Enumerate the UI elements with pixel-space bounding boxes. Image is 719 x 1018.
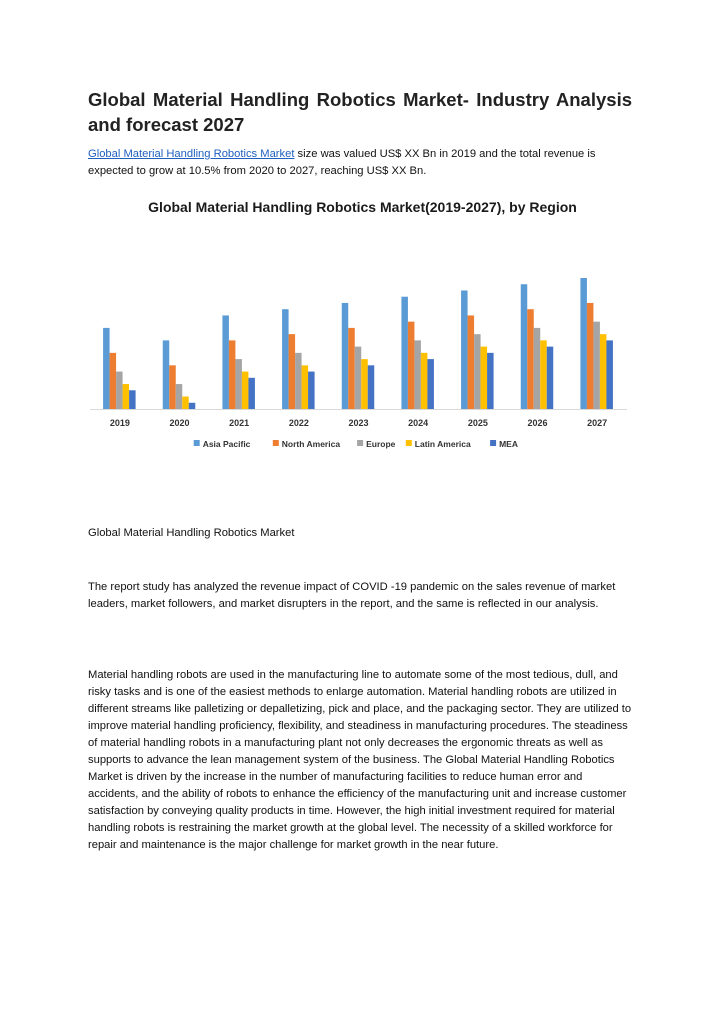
bar-europe-2021 bbox=[235, 359, 242, 409]
bar-latin-america-2022 bbox=[302, 365, 309, 409]
bar-europe-2026 bbox=[534, 328, 541, 409]
bar-north-america-2027 bbox=[587, 303, 594, 409]
bar-europe-2020 bbox=[176, 384, 183, 409]
bar-latin-america-2024 bbox=[421, 353, 428, 409]
bar-asia-pacific-2020 bbox=[163, 340, 170, 409]
x-tick-label: 2025 bbox=[467, 418, 488, 428]
bar-asia-pacific-2019 bbox=[103, 328, 110, 409]
bar-asia-pacific-2026 bbox=[521, 284, 528, 409]
x-tick-label: 2020 bbox=[169, 418, 190, 428]
legend-swatch bbox=[273, 440, 279, 446]
x-tick-label: 2021 bbox=[229, 418, 250, 428]
bar-europe-2023 bbox=[355, 347, 362, 409]
bar-latin-america-2026 bbox=[540, 340, 547, 409]
bar-mea-2026 bbox=[547, 347, 554, 409]
bar-north-america-2020 bbox=[169, 365, 176, 409]
legend-label: Asia Pacific bbox=[202, 439, 251, 449]
legend-swatch bbox=[194, 440, 200, 446]
bar-north-america-2021 bbox=[229, 340, 236, 409]
bar-asia-pacific-2021 bbox=[222, 315, 229, 409]
legend-swatch bbox=[357, 440, 363, 446]
legend-label: MEA bbox=[499, 439, 518, 449]
bar-asia-pacific-2022 bbox=[282, 309, 289, 409]
bar-mea-2022 bbox=[308, 372, 315, 409]
legend-swatch bbox=[406, 440, 412, 446]
bar-europe-2027 bbox=[593, 322, 600, 409]
bar-europe-2024 bbox=[414, 340, 421, 409]
bar-north-america-2025 bbox=[468, 315, 475, 409]
bar-latin-america-2021 bbox=[242, 372, 249, 409]
bar-asia-pacific-2023 bbox=[342, 303, 349, 409]
bar-north-america-2026 bbox=[527, 309, 534, 409]
bar-mea-2025 bbox=[487, 353, 494, 409]
chart-title: Global Material Handling Robotics Market(2019-2027), by Region bbox=[148, 199, 577, 215]
bar-chart bbox=[90, 190, 635, 465]
bar-latin-america-2027 bbox=[600, 334, 607, 409]
bar-mea-2027 bbox=[606, 340, 613, 409]
bar-mea-2020 bbox=[189, 403, 196, 409]
bar-mea-2024 bbox=[427, 359, 434, 409]
legend-label: Latin America bbox=[414, 439, 471, 449]
intro-text: size was valued US$ XX Bn in 2019 and the total revenue is expected to grow at 10.5% from 2020 to 2027, reaching US$ XX Bn. bbox=[88, 148, 596, 177]
legend-label: North America bbox=[281, 439, 341, 449]
image-caption: Global Material Handling Robotics Market bbox=[88, 527, 295, 539]
bar-mea-2019 bbox=[129, 390, 136, 409]
bar-mea-2021 bbox=[248, 378, 255, 409]
bar-north-america-2023 bbox=[348, 328, 355, 409]
bar-latin-america-2025 bbox=[481, 347, 488, 409]
body-paragraph: Material handling robots are used in the manufacturing line to automate some of the most tedious, dull, and risky tasks and is one of the easiest methods to enlarge automation. Material handling robots are utilized in different streams like palletizing or depalletizing, pick and place, and the packaging sector. They are utilized to improve material handling proficiency, flexibility, and steadiness in manufacturing procedures. The steadiness of material handling robots in a manufacturing plant not only decreases the ergonomic threats as well as supports to advance the lean management system of the business. The Global Material Handling Robotics Market is driven by the increase in the number of manufacturing facilities to reduce human error and accidents, and the ability of robots to enhance the efficiency of the manufacturing unit and increase customer satisfaction by conveying quality products in time. However, the high initial investment required for material handling robots is restraining the market growth at the global level. The necessity of a skilled workforce for repair and maintenance is the major challenge for market growth in the near future. bbox=[88, 669, 632, 851]
intro-paragraph bbox=[88, 146, 633, 180]
bar-latin-america-2019 bbox=[123, 384, 130, 409]
bar-europe-2025 bbox=[474, 334, 481, 409]
bar-asia-pacific-2025 bbox=[461, 290, 468, 409]
bar-europe-2019 bbox=[116, 372, 123, 409]
x-tick-label: 2026 bbox=[527, 418, 548, 428]
document-title: Global Material Handling Robotics Market- Industry Analysis and forecast 2027 bbox=[88, 89, 632, 135]
chart-image bbox=[90, 190, 635, 465]
x-tick-label: 2022 bbox=[288, 418, 309, 428]
legend-label: Europe bbox=[366, 439, 396, 449]
x-tick-label: 2024 bbox=[408, 418, 429, 428]
covid-paragraph: The report study has analyzed the revenue impact of COVID -19 pandemic on the sales revenue of market leaders, market followers, and market disrupters in the report, and the same is reflected in our analysis. bbox=[88, 581, 616, 610]
bar-mea-2023 bbox=[368, 365, 375, 409]
x-tick-label: 2023 bbox=[348, 418, 369, 428]
bar-europe-2022 bbox=[295, 353, 302, 409]
bar-latin-america-2020 bbox=[182, 397, 189, 409]
x-tick-label: 2027 bbox=[587, 418, 608, 428]
x-tick-label: 2019 bbox=[109, 418, 130, 428]
legend-swatch bbox=[490, 440, 496, 446]
bar-asia-pacific-2024 bbox=[401, 297, 408, 409]
bar-latin-america-2023 bbox=[361, 359, 368, 409]
bar-north-america-2019 bbox=[110, 353, 117, 409]
bar-asia-pacific-2027 bbox=[580, 278, 587, 409]
bar-north-america-2024 bbox=[408, 322, 415, 409]
bar-north-america-2022 bbox=[289, 334, 296, 409]
market-link[interactable]: Global Material Handling Robotics Market bbox=[88, 148, 295, 160]
